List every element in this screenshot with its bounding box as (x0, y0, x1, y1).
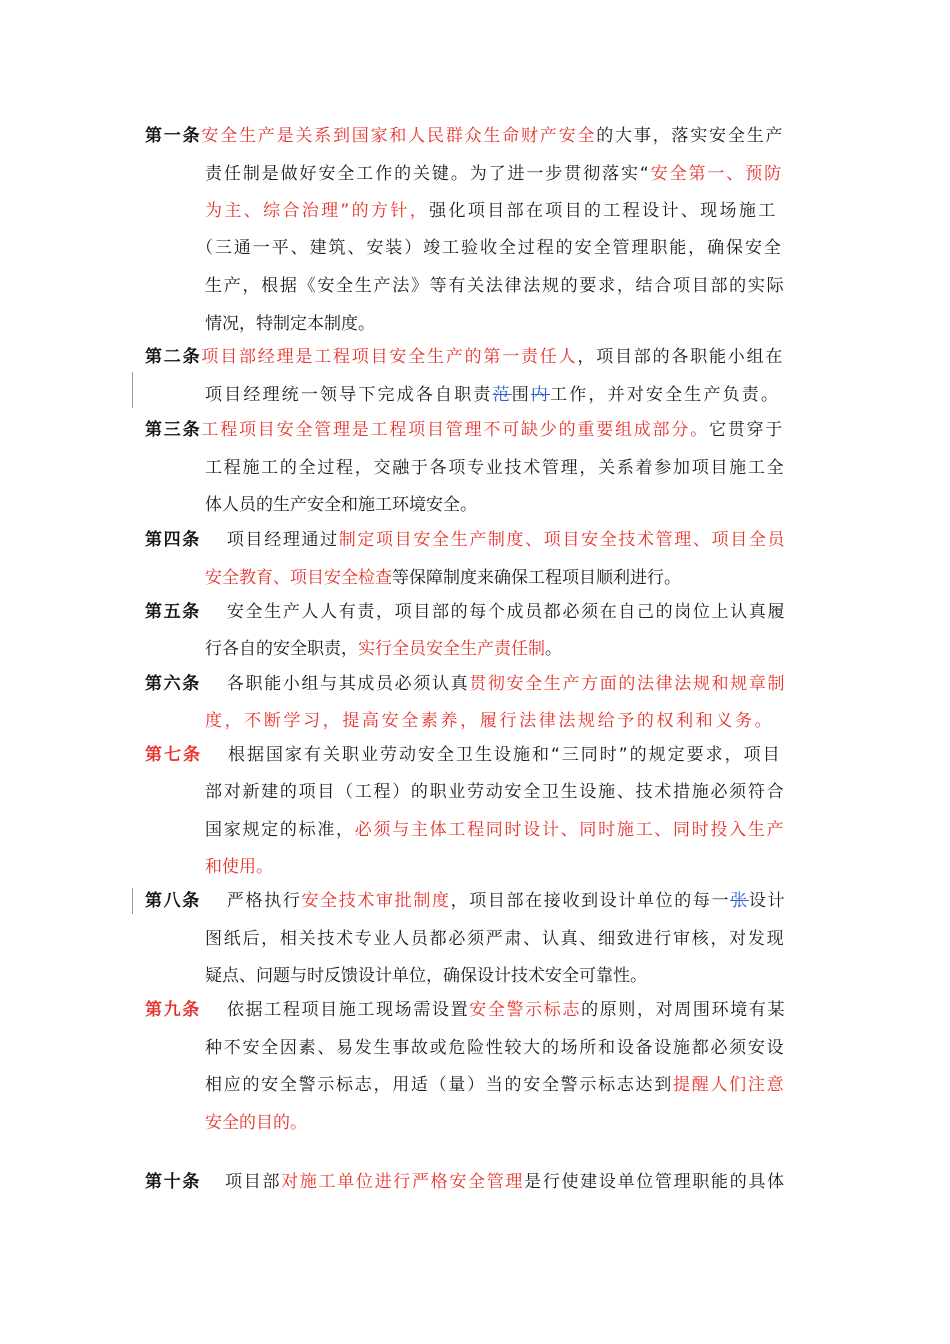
body-text: 国家规定的标准， (205, 820, 355, 840)
emphasis-text: 安全生产是关系到国家和人民群众生命财产安全 (201, 126, 597, 146)
article-label: 第三条 (145, 420, 202, 440)
body-text: 项目经理统一领导下完成各自职责 (205, 385, 493, 405)
emphasis-text: 必须与主体工程同时设计、同时施工、同时投入生产 (354, 820, 786, 840)
body-text: 行各自的安全职责， (205, 639, 358, 659)
emphasis-text: 度，不断学习，提高安全素养，履行法律法规给予的权利和义务。 (205, 711, 775, 731)
revision-margin-bar (132, 372, 133, 408)
body-text: 工作，并对安全生产负责。 (550, 385, 781, 405)
body-text: 设计 (748, 891, 787, 911)
body-text: 等保障制度来确保工程项目顺利进行。 (392, 568, 681, 588)
deleted-text: 内 (530, 385, 551, 405)
emphasis-text: 安全技术审批制度 (301, 891, 451, 911)
body-text: 相应的安全警示标志，用适（量）当的安全警示标志达到 (205, 1075, 673, 1095)
body-text: 图纸后，相关技术专业人员都必须严肃、认真、细致进行审核，对发现 (205, 929, 786, 949)
article-label: 第一条 (145, 126, 202, 146)
body-text: 工程施工的全过程，交融于各项专业技术管理，关系着参加项目施工全 (205, 458, 786, 478)
body-text: 是行使建设单位管理职能的具体 (524, 1172, 786, 1192)
body-text: （三通一平、建筑、安装）竣工验收全过程的安全管理职能，确保安全 (196, 238, 783, 258)
body-text: 的大事，落实安全生产 (596, 126, 785, 146)
body-text: 部对新建的项目（工程）的职业劳动安全卫生设施、技术措施必须符合 (205, 782, 786, 802)
body-text: 种不安全因素、易发生事故或危险性较大的场所和设备设施都必须安设 (205, 1038, 786, 1058)
body-text: 生产，根据《安全生产法》等有关法律法规的要求，结合项目部的实际 (205, 276, 786, 296)
body-text: 安全生产人人有责，项目部的每个成员都必须在自己的岗位上认真履 (226, 602, 787, 622)
article-label: 第四条 (145, 530, 201, 550)
emphasis-text: 安全警示标志 (469, 1000, 582, 1020)
emphasis-text: 对施工单位进行严格安全管理 (281, 1172, 525, 1192)
body-text: 依据工程项目施工现场需设置 (226, 1000, 470, 1020)
emphasis-text: 安全教育、项目安全检查 (205, 568, 392, 588)
body-text: 责任制是做好安全工作的关键。为了进一步贯彻落实“ (205, 164, 651, 184)
emphasis-text: 和使用。 (205, 857, 273, 877)
article-label: 第五条 (145, 602, 201, 622)
body-text: 它贯穿于 (709, 420, 785, 440)
deleted-text: 张 (730, 891, 749, 911)
revision-margin-bar (132, 888, 133, 914)
emphasis-text: 为主、综合治理”的方针， (205, 201, 430, 221)
body-text: 围 (511, 385, 531, 405)
article-label: 第九条 (145, 1000, 201, 1020)
article-label: 第十条 (145, 1172, 202, 1192)
emphasis-text: 安全第一、预防 (650, 164, 784, 184)
emphasis-text: 制定项目安全生产制度、项目安全技术管理、项目全员 (338, 530, 787, 550)
body-text: 体人员的生产安全和施工环境安全。 (205, 495, 477, 515)
body-text: 各职能小组与其成员必须认真 (226, 674, 470, 694)
article-label: 第七条 (145, 745, 202, 765)
body-text: 疑点、问题与时反馈设计单位，确保设计技术安全可靠性。 (205, 966, 647, 986)
body-text: 项目部 (225, 1172, 282, 1192)
article-label: 第二条 (145, 347, 202, 367)
deleted-text: 范 (492, 385, 512, 405)
body-text: 强化项目部在项目的工程设计、现场施工 (429, 201, 778, 221)
emphasis-text: 贯彻安全生产方面的法律法规和规章制 (469, 674, 787, 694)
emphasis-text: 实行全员安全生产责任制 (358, 639, 545, 659)
body-text: 严格执行 (226, 891, 302, 911)
body-text: 情况，特制定本制度。 (205, 314, 375, 334)
emphasis-text: 安全的目的。 (205, 1113, 307, 1133)
body-text: 。 (545, 639, 562, 659)
emphasis-text: 项目部经理是工程项目安全生产的第一责任人 (201, 347, 578, 367)
article-label: 第八条 (145, 891, 201, 911)
body-text: ，项目部在接收到设计单位的每一 (450, 891, 731, 911)
body-text: 项目经理通过 (226, 530, 339, 550)
emphasis-text: 提醒人们注意 (673, 1075, 786, 1095)
body-text: 根据国家有关职业劳动安全卫生设施和“三同时”的规定要求，项目 (228, 745, 782, 765)
body-text: ，项目部的各职能小组在 (577, 347, 785, 367)
article-label: 第六条 (145, 674, 201, 694)
body-text: 的原则，对周围环境有某 (581, 1000, 787, 1020)
emphasis-text: 工程项目安全管理是工程项目管理不可缺少的重要组成部分。 (201, 420, 710, 440)
